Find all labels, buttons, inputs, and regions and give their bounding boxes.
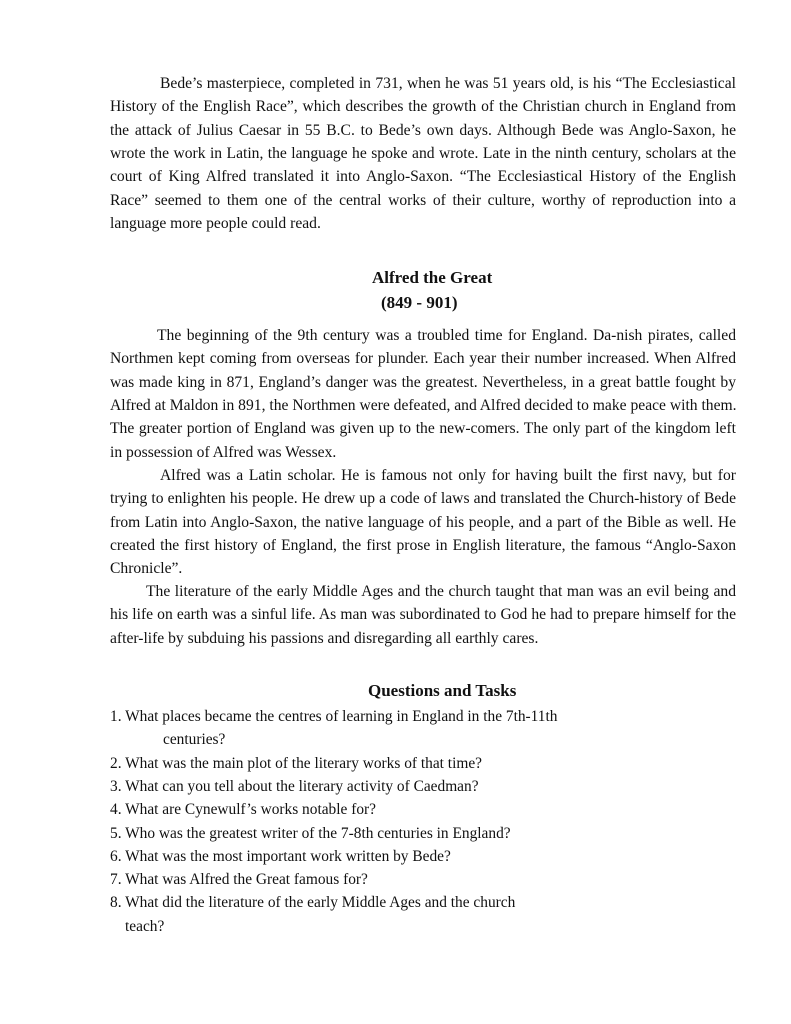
paragraph-2-line: The beginning of the 9th century was a troubled time for England. Da-nish pirates, called (157, 327, 736, 344)
paragraph-2-line: The greater portion of England was given up to the new-comers. The only part of the kingdom left (110, 420, 736, 438)
paragraph-2-line: was made king in 871, England’s danger was the greatest. Nevertheless, in a great battle fought by (110, 373, 736, 391)
paragraph-2-line: Northmen kept coming from overseas for plunder. Each year their number increased. When Alfred (110, 350, 736, 368)
paragraph-1-line: wrote the work in Latin, the language he spoke and wrote. Late in the ninth century, scholars at the (110, 144, 736, 162)
question-item: 8. What did the literature of the early Middle Ages and the church (110, 894, 516, 912)
question-item: 5. Who was the greatest writer of the 7-8th centuries in England? (110, 824, 511, 842)
question-item: centuries? (163, 731, 226, 749)
paragraph-3-line: trying to enlighten his people. He drew up a code of laws and translated the Church-history of Bede (110, 490, 736, 508)
paragraph-3-line: created the first history of England, the first prose in English literature, the famous “Anglo-Saxon (110, 536, 736, 554)
paragraph-1-line: language more people could read. (110, 214, 321, 232)
paragraph-1-line: Bede’s masterpiece, completed in 731, when he was 51 years old, is his “The Ecclesiastical (160, 75, 736, 92)
section-dates: (849 - 901) (381, 293, 458, 312)
paragraph-4-line: his life on earth was a sinful life. As man was subordinated to God he had to prepare himself for the (110, 606, 736, 624)
paragraph-4-line: after-life by subduing his passions and disregarding all earthly cares. (110, 629, 539, 647)
question-item: 1. What places became the centres of learning in England in the 7th-11th (110, 708, 558, 725)
paragraph-3-line: Chronicle”. (110, 560, 183, 578)
paragraph-2-line: in possession of Alfred was Wessex. (110, 443, 337, 461)
paragraph-1-line: History of the English Race”, which describes the growth of the Christian church in England from (110, 98, 736, 116)
paragraph-1-line: court of King Alfred translated it into Anglo-Saxon. “The Ecclesiastical History of the English (110, 168, 736, 186)
question-item: 3. What can you tell about the literary activity of Caedman? (110, 777, 479, 795)
question-item: 2. What was the main plot of the literary works of that time? (110, 754, 482, 772)
question-item: 4. What are Cynewulf’s works notable for? (110, 801, 376, 819)
paragraph-3-line: Alfred was a Latin scholar. He is famous not only for having built the first navy, but for (160, 467, 736, 484)
section-title: Alfred the Great (372, 268, 493, 287)
paragraph-3-line: from Latin into Anglo-Saxon, the native language of his people, and a part of the Bible as well. He (110, 513, 736, 531)
paragraph-1-line: Race” seemed to them one of the central works of their culture, worthy of reproduction into a (110, 191, 736, 209)
question-item: 6. What was the most important work written by Bede? (110, 847, 451, 865)
paragraph-4-line: The literature of the early Middle Ages and the church taught that man was an evil being and (146, 583, 736, 600)
questions-title: Questions and Tasks (368, 681, 517, 700)
paragraph-2-line: Alfred at Maldon in 891, the Northmen were defeated, and Alfred decided to make peace with them. (110, 396, 737, 414)
question-item: 7. What was Alfred the Great famous for? (110, 871, 368, 889)
question-item: teach? (125, 917, 165, 935)
paragraph-1-line: the attack of Julius Caesar in 55 B.C. to Bede’s own days. Although Bede was Anglo-Saxon, he (110, 121, 736, 139)
